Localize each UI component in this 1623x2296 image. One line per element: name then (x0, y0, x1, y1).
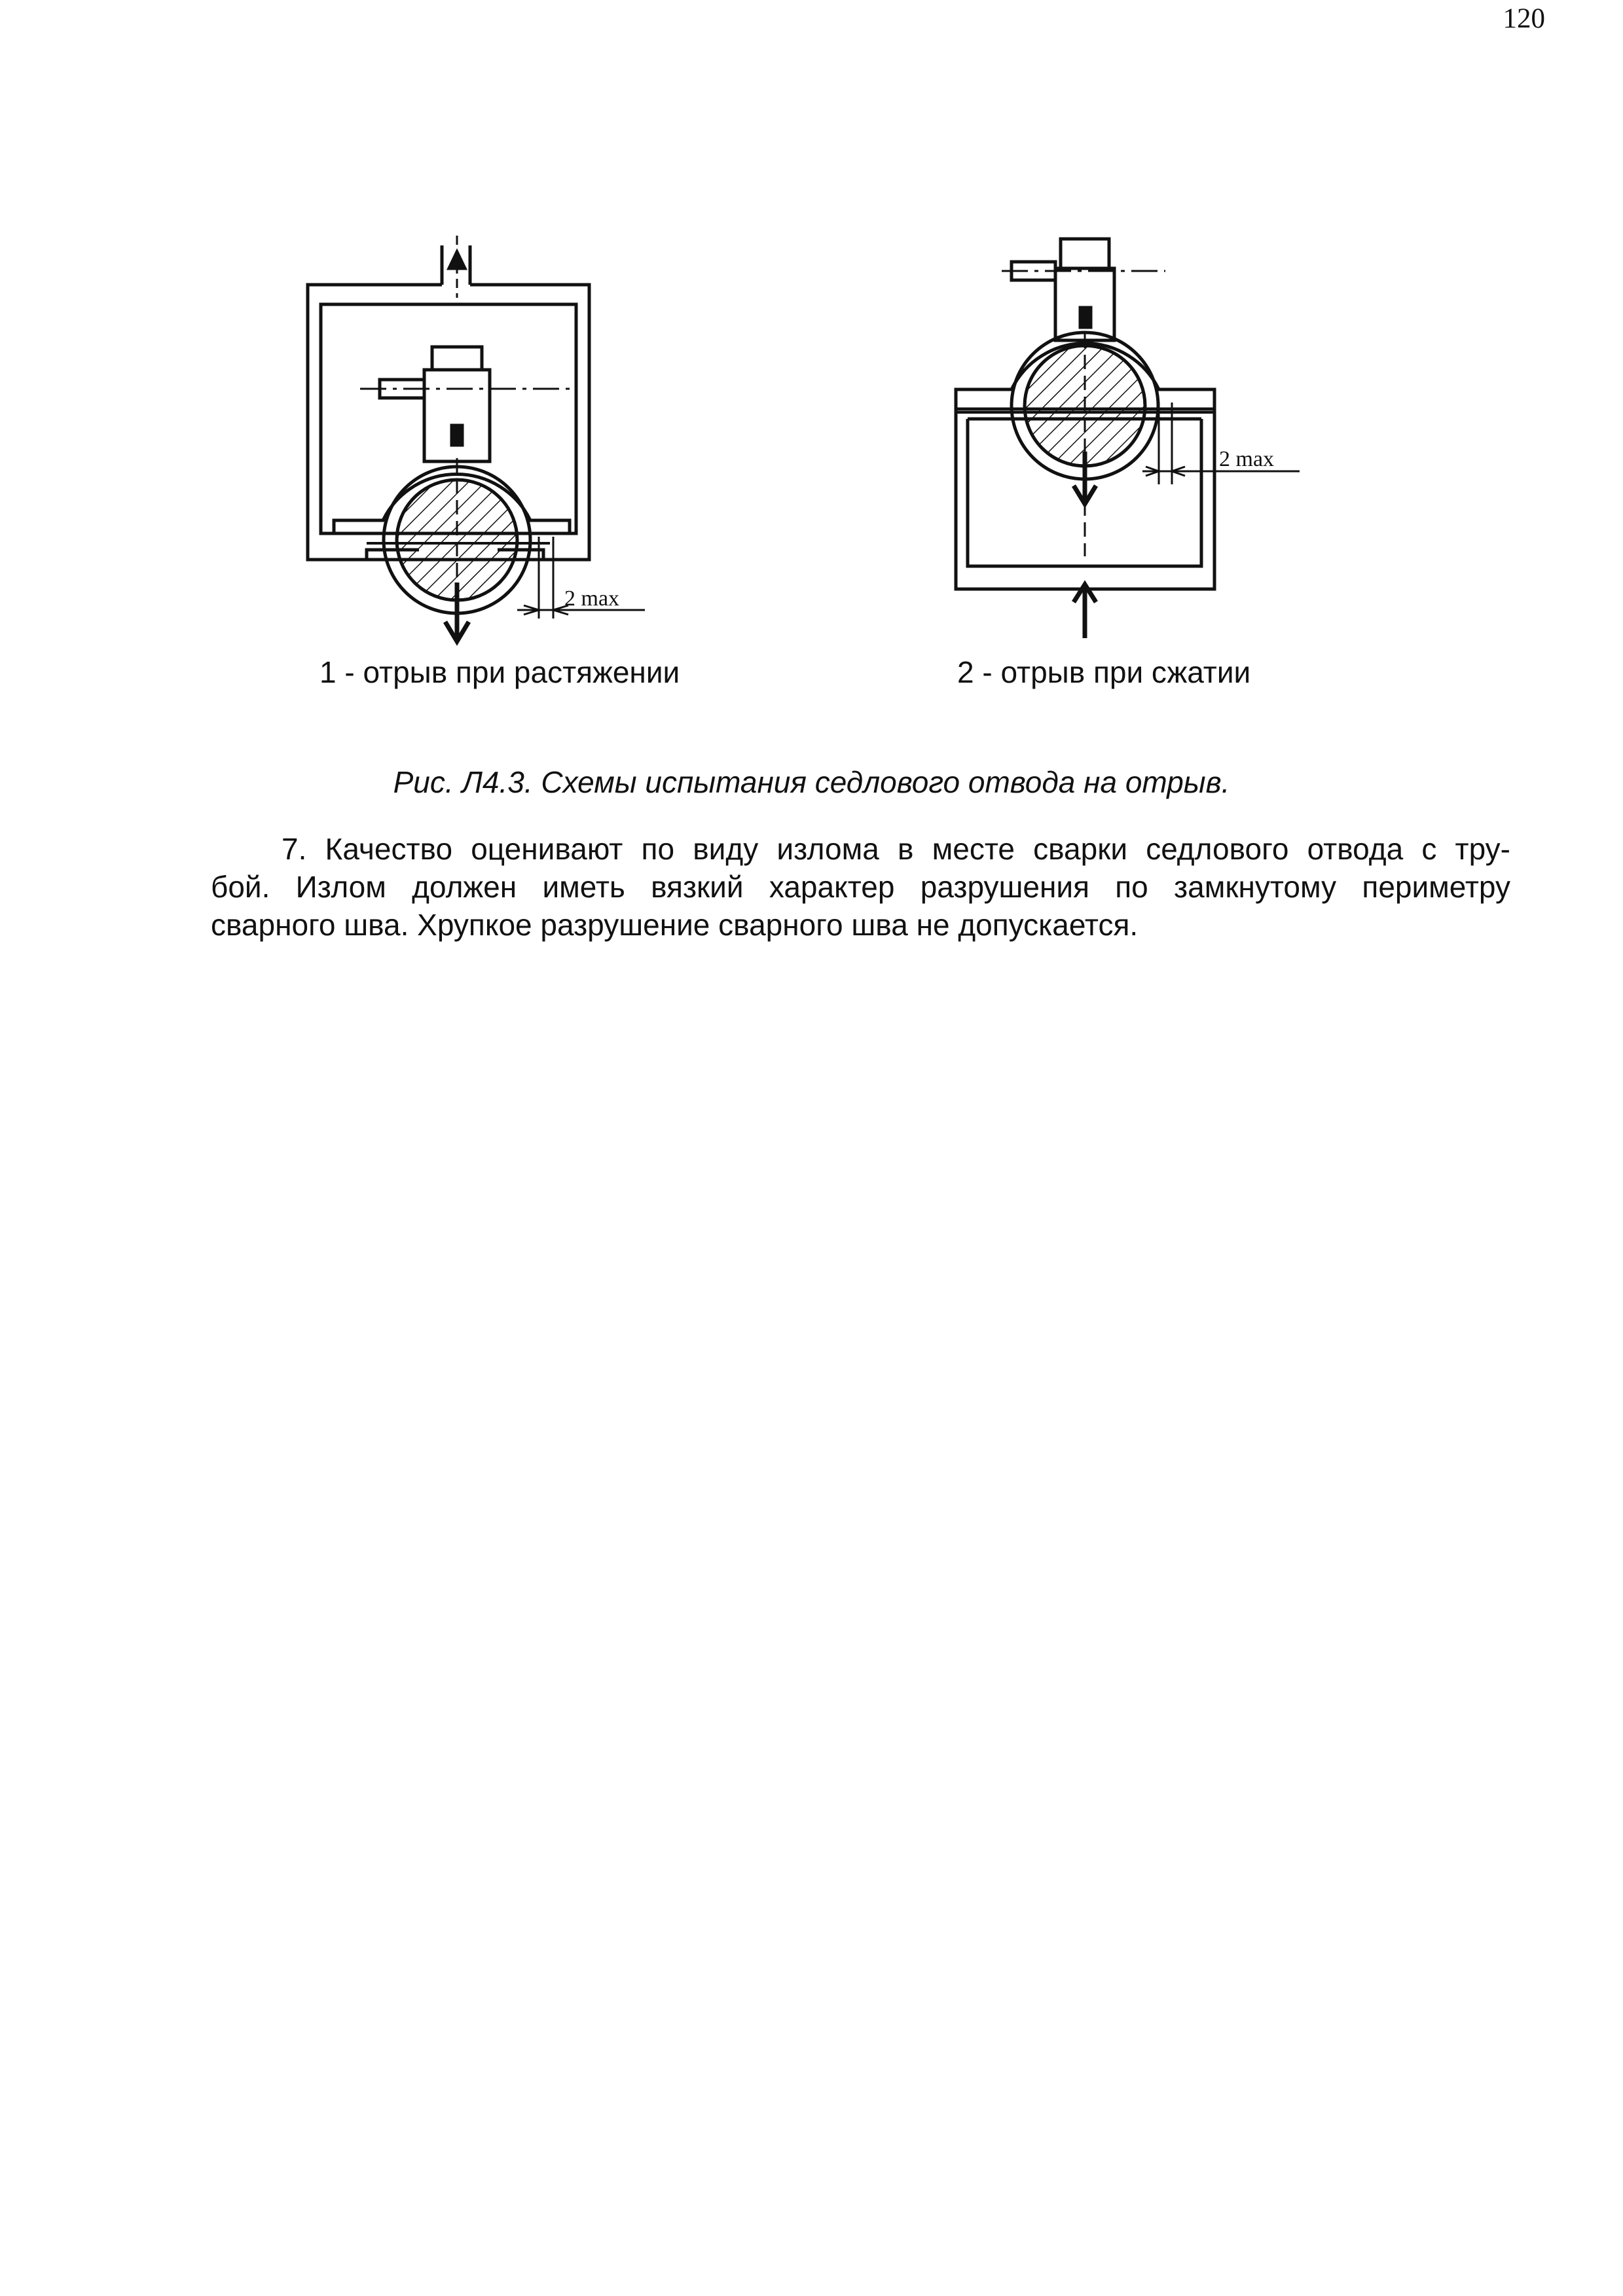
scheme-tension (308, 236, 645, 641)
subfigure-label-compression: 2 - отрыв при сжатии (957, 655, 1251, 689)
dimension-label-2: 2 max (1219, 447, 1275, 471)
subfigure-label-tension: 1 - отрыв при растяжении (319, 655, 680, 689)
dimension-label-1: 2 max (564, 586, 620, 611)
scheme-compression (956, 239, 1300, 638)
paragraph-line: 7. Качество оценивают по виду излома в месте сварки седлового отвода с тру- (282, 832, 1510, 866)
clamp-shaft (360, 347, 576, 461)
figure-drawing (0, 0, 1623, 753)
paragraph-line: бой. Излом должен иметь вязкий характер разрушения по замкнутому периметру (211, 870, 1510, 904)
force-arrow-up (1074, 584, 1096, 638)
pull-rod (442, 236, 470, 298)
dimension-gap-2 (1142, 403, 1300, 484)
page-number: 120 (1503, 3, 1545, 34)
figure-saddle-tee-tests (0, 0, 1623, 753)
paragraph-line: сварного шва. Хрупкое разрушение сварного шва не допускается. (211, 908, 1139, 942)
figure-caption: Рис. Л4.3. Схемы испытания седлового отвода на отрыв. (393, 765, 1230, 799)
clamp-shaft-2 (1002, 239, 1165, 340)
paragraph-7 (211, 830, 1510, 944)
